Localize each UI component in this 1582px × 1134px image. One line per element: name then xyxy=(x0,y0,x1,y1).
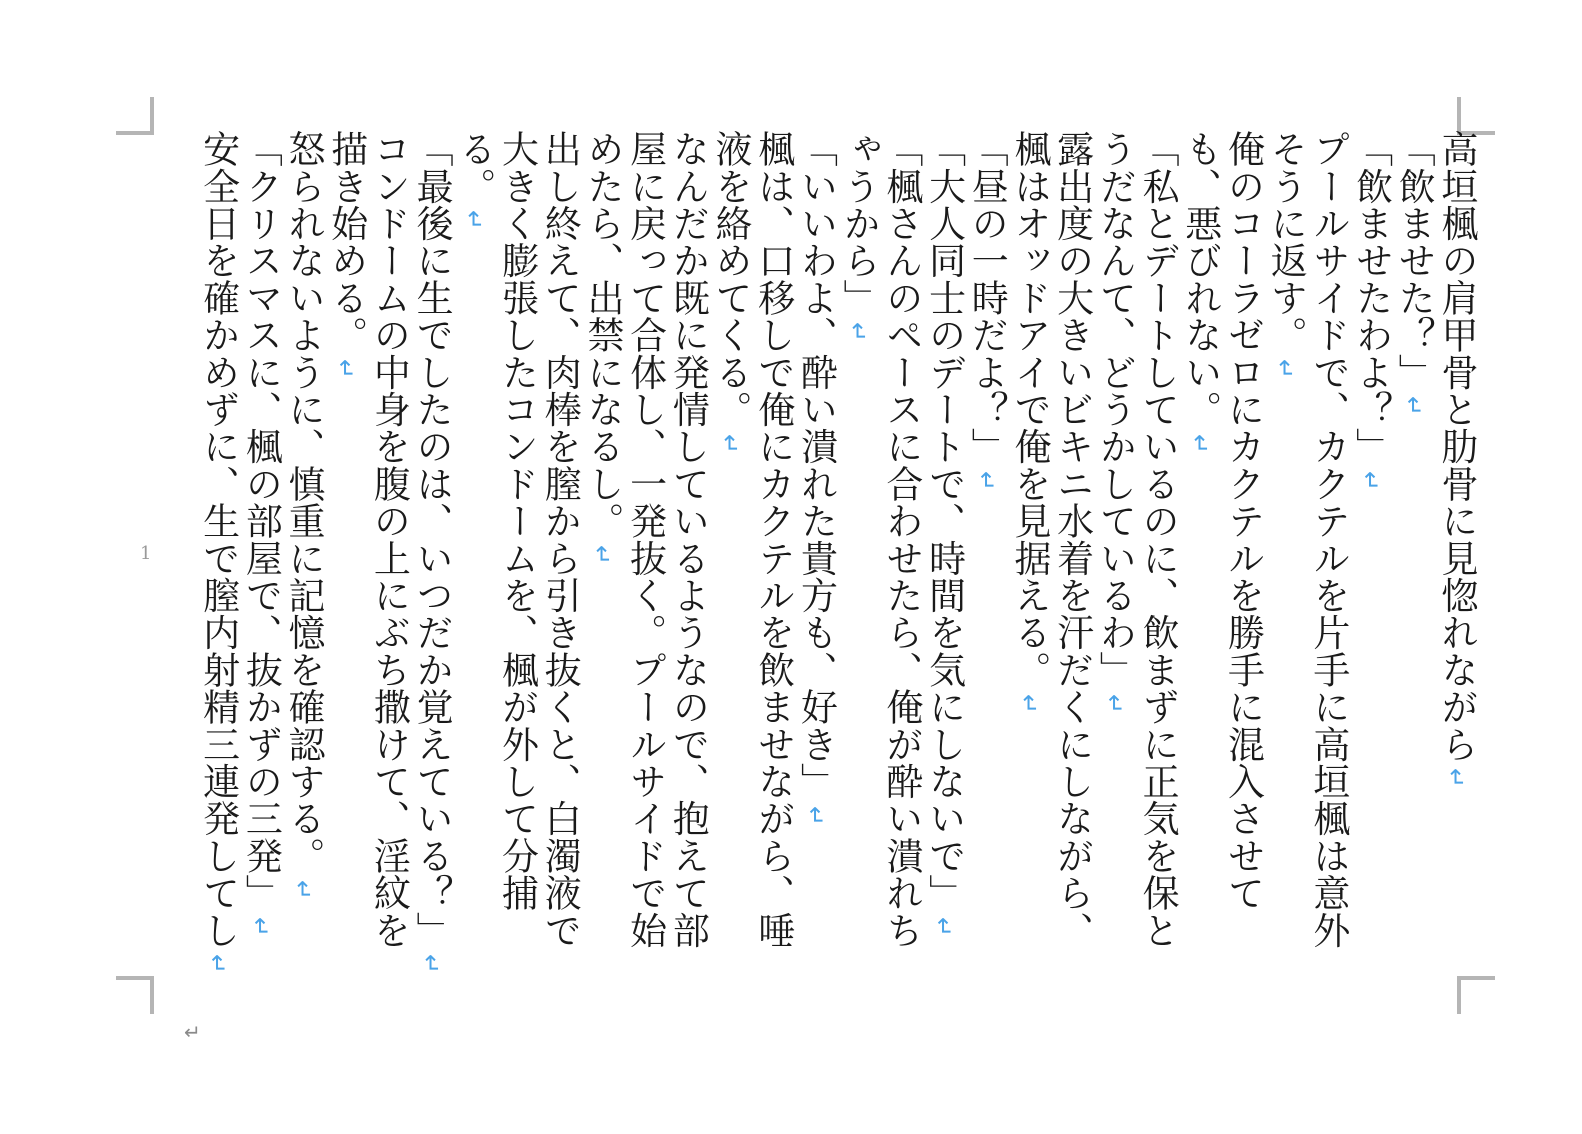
paragraph-mark-icon: ↵ xyxy=(1356,470,1385,492)
document-body[interactable] xyxy=(127,130,1477,980)
paragraph-mark-icon: ↵ xyxy=(246,917,275,938)
paragraph-mark-icon: ↵ xyxy=(972,470,1001,492)
paragraph-return-icon: ↵ xyxy=(184,1020,201,1044)
paragraph-mark-icon: ↵ xyxy=(716,433,745,454)
paragraph xyxy=(196,130,239,980)
paragraph xyxy=(239,130,282,980)
paragraph-text: 「私とデートしているのに、飲まずに正気を保とうだなんて、どうかしているわ」 xyxy=(1093,130,1180,949)
paragraph xyxy=(324,130,409,980)
crop-mark-bottom-right xyxy=(1457,976,1495,1014)
paragraph-mark-icon: ↵ xyxy=(331,359,360,380)
paragraph-mark-icon: ↵ xyxy=(587,545,616,566)
crop-mark-bottom-left xyxy=(116,976,154,1014)
paragraph-mark-icon: ↵ xyxy=(1185,433,1214,454)
paragraph-text: 「クリスマスに、楓の部屋で、抜かずの三発」 xyxy=(239,130,283,912)
paragraph xyxy=(1007,130,1092,980)
paragraph-mark-icon: ↵ xyxy=(1100,694,1129,715)
paragraph xyxy=(1263,130,1348,980)
paragraph-text: 「昼の一時だよ？」 xyxy=(965,130,1009,465)
paragraph xyxy=(1392,130,1435,980)
paragraph-text: 「楓さんのペースに合わせたら、俺が酔い潰れちゃうから」 xyxy=(837,130,923,949)
paragraph-text: 「最後に生でしたのは、いつだか覚えている？」 xyxy=(410,130,454,949)
paragraph xyxy=(1434,130,1477,980)
paragraph xyxy=(1178,130,1263,980)
paragraph-mark-icon: ↵ xyxy=(844,322,873,343)
paragraph xyxy=(580,130,708,980)
paragraph xyxy=(794,130,837,980)
paragraph-text: 露出度の大きいビキニ水着を汗だくにしながら、楓はオッドアイで俺を見据える。 xyxy=(1007,130,1094,949)
paragraph-mark-icon: ↵ xyxy=(203,954,232,975)
paragraph-text: コンドームの中身を腹の上にぶち撒けて、淫紋を描き始める。 xyxy=(324,130,411,949)
paragraph xyxy=(409,130,452,980)
paragraph xyxy=(1093,130,1178,980)
paragraph xyxy=(836,130,921,980)
paragraph-mark-icon: ↵ xyxy=(929,917,958,938)
paragraph-text: 「いいわよ、酔い潰れた貴方も、好き」 xyxy=(794,130,838,800)
paragraph-mark-icon: ↵ xyxy=(801,805,830,826)
paragraph xyxy=(281,130,324,980)
paragraph-text: 「飲ませた？」 xyxy=(1392,130,1436,391)
paragraph xyxy=(452,130,580,980)
paragraph-mark-icon: ↵ xyxy=(1442,768,1470,789)
paragraph-text: 俺のコーラゼロにカクテルを勝手に混入させても、悪びれない。 xyxy=(1178,130,1265,912)
paragraph-mark-icon: ↵ xyxy=(1014,694,1043,715)
paragraph-mark-icon: ↵ xyxy=(417,954,446,975)
paragraph-text: 安全日を確かめずに、生で膣内射精三連発してし xyxy=(196,130,240,949)
paragraph-text: なんだか既に発情しているようなので、抱えて部屋に戻って合体し、一発抜く。プールサイドで始めたら、出禁になるし。 xyxy=(580,130,710,949)
paragraph-mark-icon: ↵ xyxy=(289,880,318,901)
paragraph-mark-icon: ↵ xyxy=(1271,359,1300,380)
paragraph-text: プールサイドで、カクテルを片手に高垣楓は意外そうに返す。 xyxy=(1264,130,1350,949)
paragraph xyxy=(708,130,793,980)
paragraph xyxy=(965,130,1008,980)
paragraph xyxy=(922,130,965,980)
paragraph xyxy=(1349,130,1392,980)
paragraph-text: 「大人同士のデートで、時間を気にしないで」 xyxy=(922,130,966,912)
line-number: 1 xyxy=(140,543,152,564)
paragraph-mark-icon: ↵ xyxy=(1399,396,1428,417)
paragraph-text: 出し終えて、肉棒を膣から引き抜くと、白濁液で大きく膨張したコンドームを、楓が外して分捕る。 xyxy=(452,130,582,949)
paragraph-mark-icon: ↵ xyxy=(459,210,488,231)
paragraph-text: 楓は、口移しで俺にカクテルを飲ませながら、唾液を絡めてくる。 xyxy=(709,130,795,949)
paragraph-text: 怒られないように、慎重に記憶を確認する。 xyxy=(282,130,326,874)
paragraph-text: 「飲ませたわよ？」 xyxy=(1349,130,1393,465)
paragraph-text: 高垣楓の肩甲骨と肋骨に見惚れながら xyxy=(1435,130,1478,763)
